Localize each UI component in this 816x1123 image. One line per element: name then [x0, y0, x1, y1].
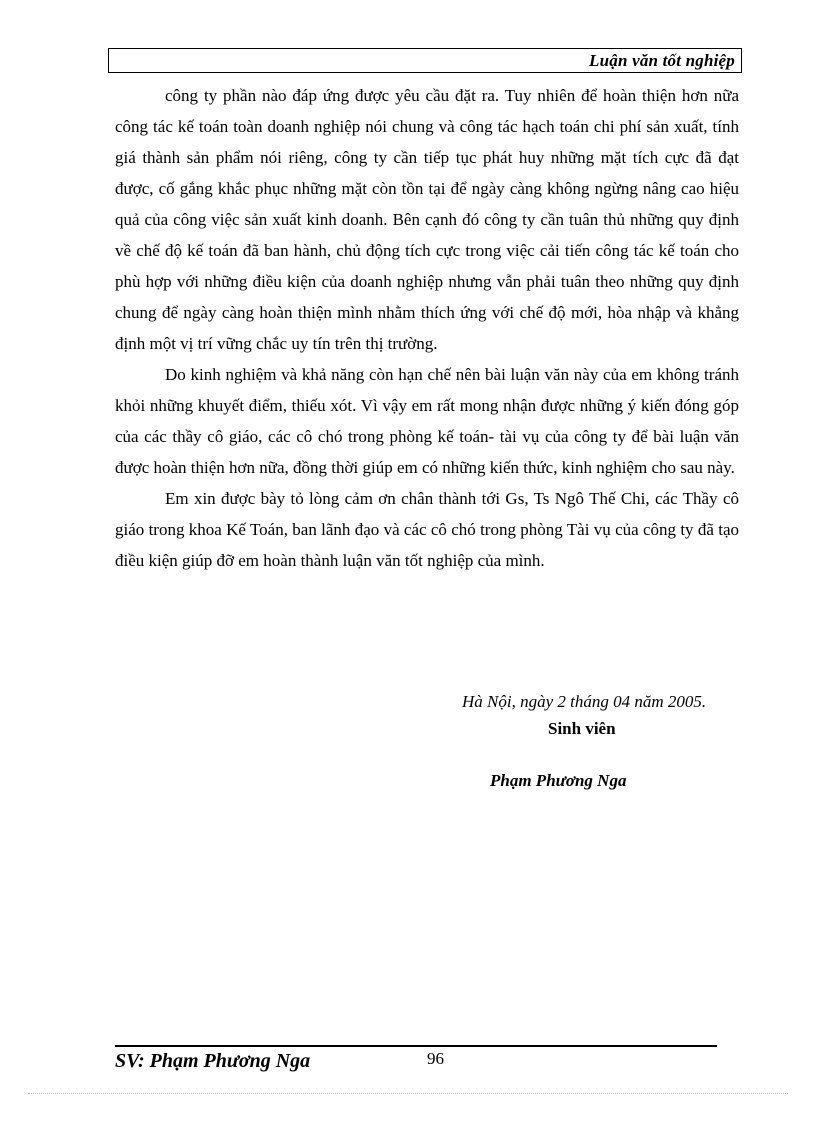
- signature-name: Phạm Phương Nga: [490, 771, 627, 790]
- page-header: [108, 48, 742, 73]
- paragraph-continuation: công ty phần nào đáp ứng được yêu cầu đặt ra. Tuy nhiên để hoàn thiện hơn nữa công tác kế toán toàn doanh nghiệp nói chung và công tác hạch toán chi phí sản xuất, tính giá thành sản phẩm nói riêng, công ty cần tiếp tục phát huy những mặt tích cực đã đạt được, cố gắng khắc phục những mặt còn tồn tại để ngày càng không ngừng nâng cao hiệu quả của công việc sản xuất kinh doanh. Bên cạnh đó công ty cần tuân thủ những quy định về chế độ kế toán đã ban hành, chủ động tích cực trong việc cải tiến công tác kế toán cho phù hợp với những điều kiện của doanh nghiệp nhưng vẫn phải tuân theo những quy định chung để ngày càng hoàn thiện mình nhằm thích ứng với chế độ mới, hòa nhập và khẳng định một vị trí vững chắc uy tín trên thị trường.: [115, 86, 739, 353]
- header-title: Luận văn tốt nghiệp: [589, 51, 735, 70]
- paragraph-limitations: Do kinh nghiệm và khả năng còn hạn chế nên bài luận văn này của em không tránh khỏi những khuyết điểm, thiếu xót. Vì vậy em rất mong nhận được những ý kiến đóng góp của các thầy cô giáo, các cô chó trong phòng kế toán- tài vụ của công ty để bài luận văn được hoàn thiện hơn nữa, đồng thời giúp em có những kiến thức, kinh nghiệm cho sau này.: [115, 365, 739, 477]
- paragraph-acknowledgement: Em xin được bày tỏ lòng cảm ơn chân thành tới Gs, Ts Ngô Thế Chi, các Thầy cô giáo trong khoa Kế Toán, ban lãnh đạo và các cô chó trong phòng Tài vụ của công ty đã tạo điều kiện giúp đỡ em hoàn thành luận văn tốt nghiệp của mình.: [115, 489, 739, 570]
- page-bottom-border: [28, 1093, 788, 1094]
- footer-divider: [115, 1045, 717, 1047]
- page-number: 96: [427, 1049, 444, 1068]
- signature-date: Hà Nội, ngày 2 tháng 04 năm 2005.: [462, 692, 707, 711]
- body-text: [115, 80, 739, 576]
- footer-author: SV: Phạm Phương Nga: [115, 1050, 311, 1072]
- signature-role: Sinh viên: [548, 719, 616, 738]
